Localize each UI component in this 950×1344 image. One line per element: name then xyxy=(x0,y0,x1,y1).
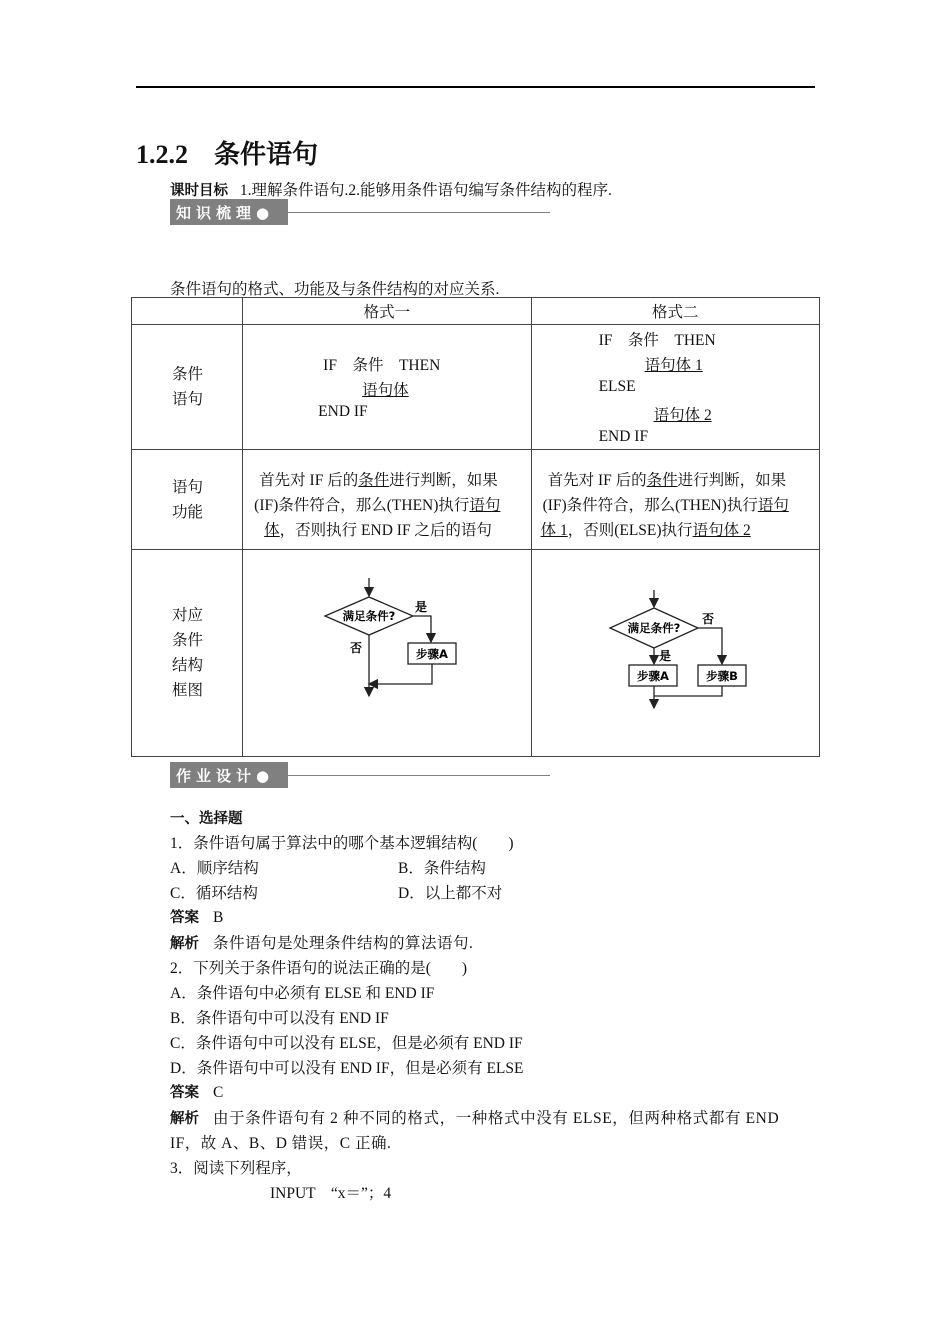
flowchart-format2 xyxy=(532,550,820,751)
goal-label: 课时目标 xyxy=(170,183,228,199)
q2-option-d: D．条件语句中可以没有 END IF，但是必须有 ELSE xyxy=(170,1060,524,1077)
banner-knowledge-text: 知识梳理● xyxy=(176,204,275,222)
q1-answer: 答案 B xyxy=(170,909,224,926)
row-label-flowchart: 对应 条件 结构 框图 xyxy=(132,550,243,757)
header-format2: 格式二 xyxy=(531,298,819,325)
format1-function: 首先对 IF 后的条件进行判断，如果 (IF)条件符合，那么(THEN)执行语句 体，否则执行 END IF 之后的语句 xyxy=(243,450,531,550)
header-rule xyxy=(136,86,815,88)
flowchart1-cell xyxy=(243,550,531,757)
q1-option-a: A．顺序结构 xyxy=(170,860,259,877)
table-row xyxy=(132,550,820,757)
flow-arrow xyxy=(369,664,432,684)
header-format1: 格式一 xyxy=(243,298,531,325)
banner-homework-text: 作业设计● xyxy=(176,767,275,785)
no-label: 否 xyxy=(701,612,714,626)
step-a-label: 步骤A xyxy=(416,647,449,661)
table-row xyxy=(132,450,820,550)
q2-option-b: B．条件语句中可以没有 END IF xyxy=(170,1010,389,1027)
table-header-row xyxy=(132,298,820,325)
q2-option-a: A．条件语句中必须有 ELSE 和 END IF xyxy=(170,985,435,1002)
format2-code: IF 条件 THEN 语句体 1 ELSE 语句体 2 END IF xyxy=(531,325,819,450)
table-row xyxy=(132,325,820,450)
q2-option-c: C．条件语句中可以没有 ELSE，但是必须有 END IF xyxy=(170,1035,523,1052)
knowledge-banner xyxy=(170,198,550,228)
q3-stem: 3．阅读下列程序， xyxy=(170,1160,302,1177)
no-label: 否 xyxy=(350,641,363,655)
q1-explanation: 解析 条件语句是处理条件结构的算法语句. xyxy=(170,935,474,952)
flow-arrow xyxy=(413,616,431,642)
condition-label: 满足条件? xyxy=(342,609,396,623)
goal-text: 1.理解条件语句.2.能够用条件语句编写条件结构的程序. xyxy=(239,182,612,199)
format1-code: IF 条件 THEN 语句体 END IF xyxy=(243,325,531,450)
q1-stem: 1．条件语句属于算法中的哪个基本逻辑结构( ) xyxy=(170,835,514,852)
lesson-goal xyxy=(170,178,612,200)
format-table xyxy=(131,297,820,757)
q1-option-b: B．条件结构 xyxy=(398,860,486,877)
yes-label: 是 xyxy=(658,649,671,663)
format2-function: 首先对 IF 后的条件进行判断，如果 (IF)条件符合，那么(THEN)执行语句 体 1，否则(ELSE)执行语句体 2 xyxy=(531,450,819,550)
q2-explanation-cont: IF，故 A、B、D 错误，C 正确. xyxy=(170,1135,392,1152)
condition-label: 满足条件? xyxy=(627,621,680,635)
homework-banner xyxy=(170,761,550,791)
row-label-statement: 条件 语句 xyxy=(132,325,243,450)
section-choice: 一、选择题 xyxy=(170,811,243,827)
q1-option-c: C．循环结构 xyxy=(170,885,258,902)
q2-explanation: 解析 由于条件语句有 2 种不同的格式，一种格式中没有 ELSE，但两种格式都有 END xyxy=(170,1110,780,1127)
flowchart-format1 xyxy=(243,550,531,751)
flow-line xyxy=(654,686,722,696)
flow-arrow xyxy=(698,628,722,664)
intro-text: 条件语句的格式、功能及与条件结构的对应关系. xyxy=(170,281,500,298)
q3-code-line: INPUT “x＝”；4 xyxy=(270,1185,392,1202)
yes-label: 是 xyxy=(415,600,428,614)
q1-option-d: D．以上都不对 xyxy=(398,885,503,902)
step-a-label: 步骤A xyxy=(636,669,669,683)
q2-answer: 答案 C xyxy=(170,1084,224,1101)
step-b-label: 步骤B xyxy=(705,669,738,683)
row-label-function: 语句 功能 xyxy=(132,450,243,550)
q2-stem: 2．下列关于条件语句的说法正确的是( ) xyxy=(170,960,468,977)
section-title: 1.2.2 条件语句 xyxy=(136,140,319,169)
flowchart2-cell xyxy=(531,550,819,757)
